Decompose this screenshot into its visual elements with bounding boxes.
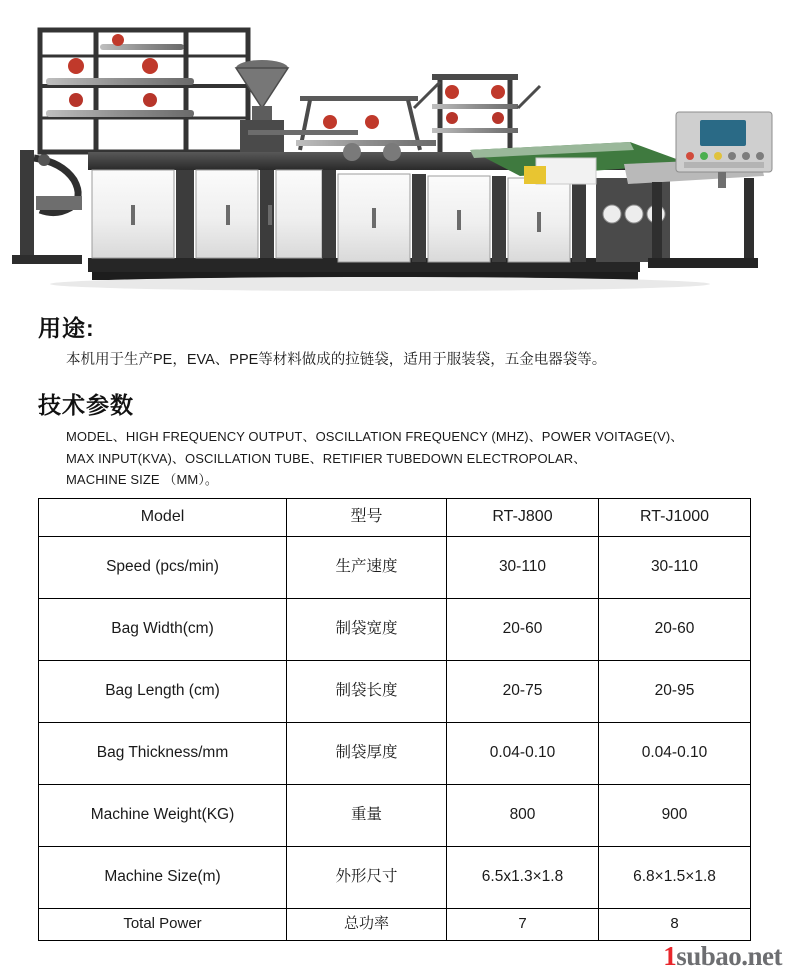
row-label-cn: 制袋长度 bbox=[287, 660, 447, 722]
parameters-note bbox=[66, 426, 752, 489]
row-value-j1000: 900 bbox=[599, 784, 751, 846]
row-value-j800: 800 bbox=[447, 784, 599, 846]
row-label-en: Machine Size(m) bbox=[39, 846, 287, 908]
table-row bbox=[39, 846, 751, 908]
row-label-cn: 总功率 bbox=[287, 908, 447, 940]
row-label-en: Bag Length (cm) bbox=[39, 660, 287, 722]
watermark-red-text: 1 bbox=[663, 941, 677, 971]
row-value-j1000: 8 bbox=[599, 908, 751, 940]
row-value-j1000: 20-60 bbox=[599, 598, 751, 660]
row-value-j800: 20-75 bbox=[447, 660, 599, 722]
table-row bbox=[39, 536, 751, 598]
table-row bbox=[39, 722, 751, 784]
row-label-cn: 制袋厚度 bbox=[287, 722, 447, 784]
machine-illustration bbox=[0, 0, 790, 300]
row-label-en: Machine Weight(KG) bbox=[39, 784, 287, 846]
parameters-heading: 技术参数 bbox=[38, 392, 134, 419]
parameters-note-line-3: MACHINE SIZE （MM）。 bbox=[66, 471, 219, 487]
row-label-cn: 外形尺寸 bbox=[287, 846, 447, 908]
table-header-row bbox=[39, 498, 751, 536]
row-label-en: Bag Thickness/mm bbox=[39, 722, 287, 784]
specifications-table bbox=[38, 498, 751, 941]
watermark-gray-text: subao.net bbox=[676, 941, 782, 971]
table-header-model-en: Model bbox=[39, 498, 287, 536]
document-body bbox=[0, 300, 790, 490]
usage-heading: 用途: bbox=[38, 315, 95, 341]
site-watermark bbox=[663, 941, 782, 972]
row-label-en: Speed (pcs/min) bbox=[39, 536, 287, 598]
row-value-j800: 20-60 bbox=[447, 598, 599, 660]
table-header-model-cn: 型号 bbox=[287, 498, 447, 536]
table-row bbox=[39, 598, 751, 660]
product-photo bbox=[0, 0, 790, 300]
row-label-en: Total Power bbox=[39, 908, 287, 940]
table-header-rt-j800: RT-J800 bbox=[447, 498, 599, 536]
row-value-j1000: 20-95 bbox=[599, 660, 751, 722]
table-header-rt-j1000: RT-J1000 bbox=[599, 498, 751, 536]
parameters-note-line-2: MAX INPUT(KVA)、OSCILLATION TUBE、RETIFIER TUBEDOWN ELECTROPOLAR、 bbox=[66, 450, 587, 466]
row-label-cn: 制袋宽度 bbox=[287, 598, 447, 660]
row-value-j1000: 30-110 bbox=[599, 536, 751, 598]
row-label-cn: 生产速度 bbox=[287, 536, 447, 598]
table-row bbox=[39, 908, 751, 940]
row-value-j800: 0.04-0.10 bbox=[447, 722, 599, 784]
row-label-cn: 重量 bbox=[287, 784, 447, 846]
parameters-note-line-1: MODEL、HIGH FREQUENCY OUTPUT、OSCILLATION FREQUENCY (MHZ)、POWER VOITAGE(V)、 bbox=[66, 429, 684, 445]
row-value-j1000: 0.04-0.10 bbox=[599, 722, 751, 784]
table-row bbox=[39, 784, 751, 846]
row-value-j1000: 6.8×1.5×1.8 bbox=[599, 846, 751, 908]
row-value-j800: 30-110 bbox=[447, 536, 599, 598]
table-row bbox=[39, 660, 751, 722]
row-value-j800: 6.5x1.3×1.8 bbox=[447, 846, 599, 908]
row-value-j800: 7 bbox=[447, 908, 599, 940]
row-label-en: Bag Width(cm) bbox=[39, 598, 287, 660]
usage-text: 本机用于生产PE，EVA、PPE等材料做成的拉链袋，适用于服装袋，五金电器袋等。 bbox=[66, 352, 607, 368]
